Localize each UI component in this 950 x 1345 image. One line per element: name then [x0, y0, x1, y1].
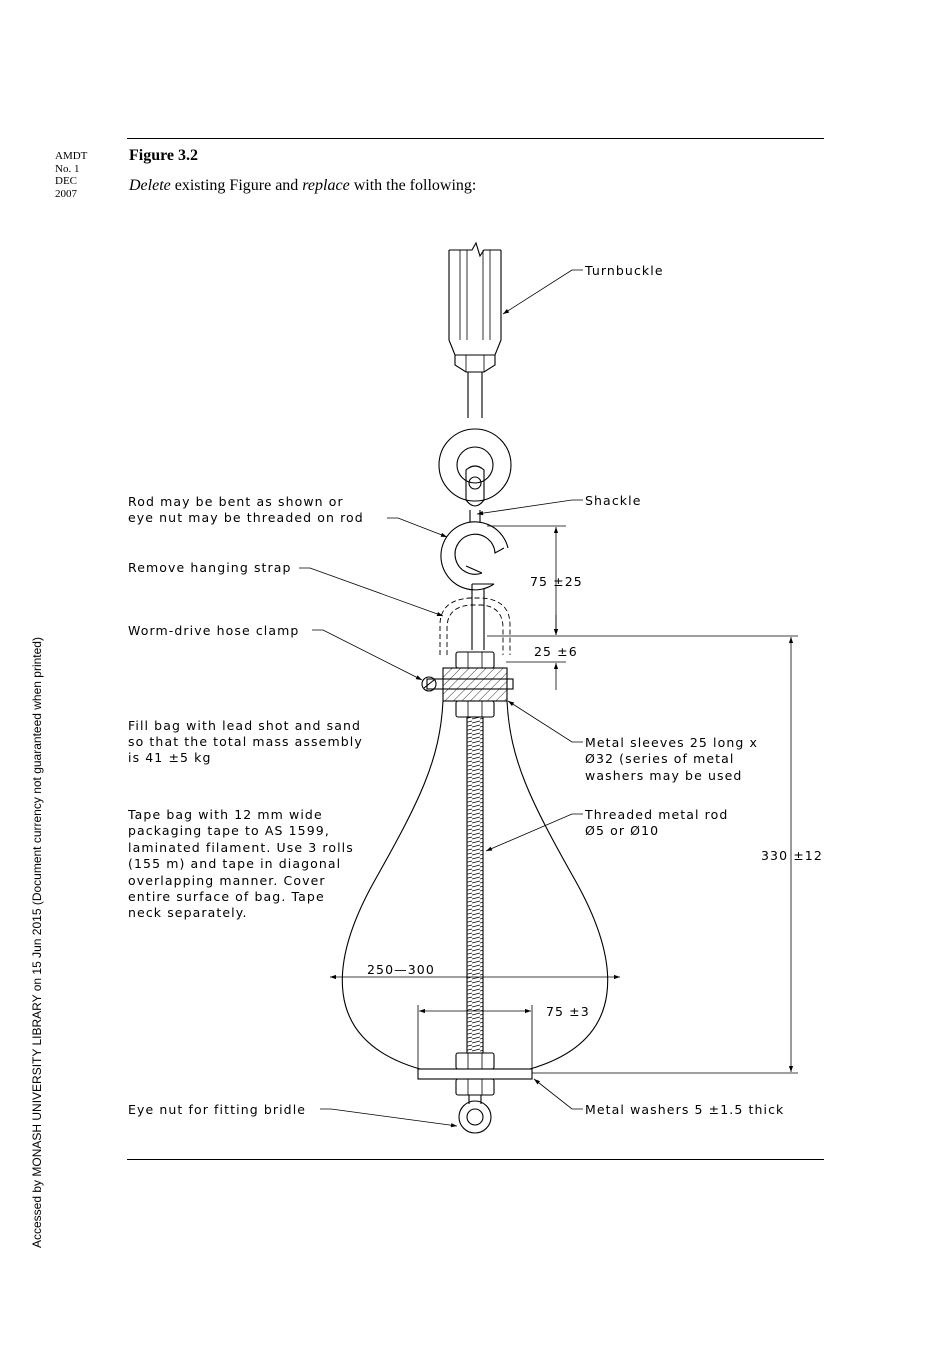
- label-tape-4: (155 m) and tape in diagonal: [128, 856, 342, 871]
- bent-rod-hook: [441, 522, 508, 650]
- label-shackle: Shackle: [585, 493, 642, 508]
- dim-hook-gap: 75 ±25: [530, 574, 583, 589]
- hanging-strap-inner: [447, 605, 503, 655]
- label-tape-3: laminated filament. Use 3 rolls: [128, 840, 354, 855]
- label-tape-5: overlapping manner. Cover: [128, 873, 326, 888]
- label-tape-1: Tape bag with 12 mm wide: [128, 807, 323, 822]
- amendment-year: 2007: [55, 187, 77, 200]
- label-sleeves-2: Ø32 (series of metal: [585, 751, 735, 766]
- label-hose-clamp: Worm-drive hose clamp: [128, 623, 300, 638]
- label-turnbuckle: Turnbuckle: [585, 263, 664, 278]
- dim-overall-height: 330 ±12: [761, 848, 823, 863]
- instruction-replace: replace: [302, 177, 350, 194]
- instruction-delete: Delete: [129, 177, 171, 194]
- label-rod-bent-2: eye nut may be threaded on rod: [128, 510, 364, 525]
- dimension-lines: [330, 526, 798, 1073]
- label-rod-1: Threaded metal rod: [585, 807, 729, 822]
- instruction-end: with the following:: [349, 177, 477, 194]
- label-tape-2: packaging tape to AS 1599,: [128, 823, 330, 838]
- instruction-middle: existing Figure and: [170, 177, 303, 194]
- bottom-fittings: [418, 1053, 532, 1133]
- figure-title: Figure 3.2: [129, 147, 199, 164]
- dim-clamp-gap: 25 ±6: [534, 644, 578, 659]
- label-fill-bag-2: so that the total mass assembly: [128, 734, 363, 749]
- amendment-line: AMDT: [55, 150, 88, 162]
- threaded-rod: [467, 717, 483, 1053]
- label-eye-nut: Eye nut for fitting bridle: [128, 1102, 307, 1117]
- label-fill-bag-3: is 41 ±5 kg: [128, 750, 212, 765]
- amendment-month: DEC: [55, 175, 77, 187]
- label-sleeves-3: washers may be used: [585, 768, 743, 783]
- hanging-strap: [440, 598, 510, 655]
- dim-bag-width: 250—300: [367, 962, 435, 977]
- label-tape-6: entire surface of bag. Tape: [128, 889, 325, 904]
- label-tape-7: neck separately.: [128, 905, 248, 920]
- label-rod-2: Ø5 or Ø10: [585, 823, 660, 838]
- dim-washer-width: 75 ±3: [546, 1004, 590, 1019]
- turnbuckle-eye: [439, 372, 511, 501]
- leader-lines: [299, 270, 583, 1126]
- label-rod-bent-1: Rod may be bent as shown or: [128, 494, 344, 509]
- label-sleeves-1: Metal sleeves 25 long x: [585, 735, 758, 750]
- turnbuckle: [449, 243, 501, 372]
- top-fittings: [422, 652, 513, 717]
- label-fill-bag-1: Fill bag with lead shot and sand: [128, 718, 362, 733]
- label-remove-strap: Remove hanging strap: [128, 560, 292, 575]
- watermark-text: Accessed by MONASH UNIVERSITY LIBRARY on 15 Jun 2015 (Document currency not guaranteed when printed): [30, 637, 44, 1248]
- amendment-number: No. 1: [55, 162, 80, 175]
- label-washers: Metal washers 5 ±1.5 thick: [585, 1102, 785, 1117]
